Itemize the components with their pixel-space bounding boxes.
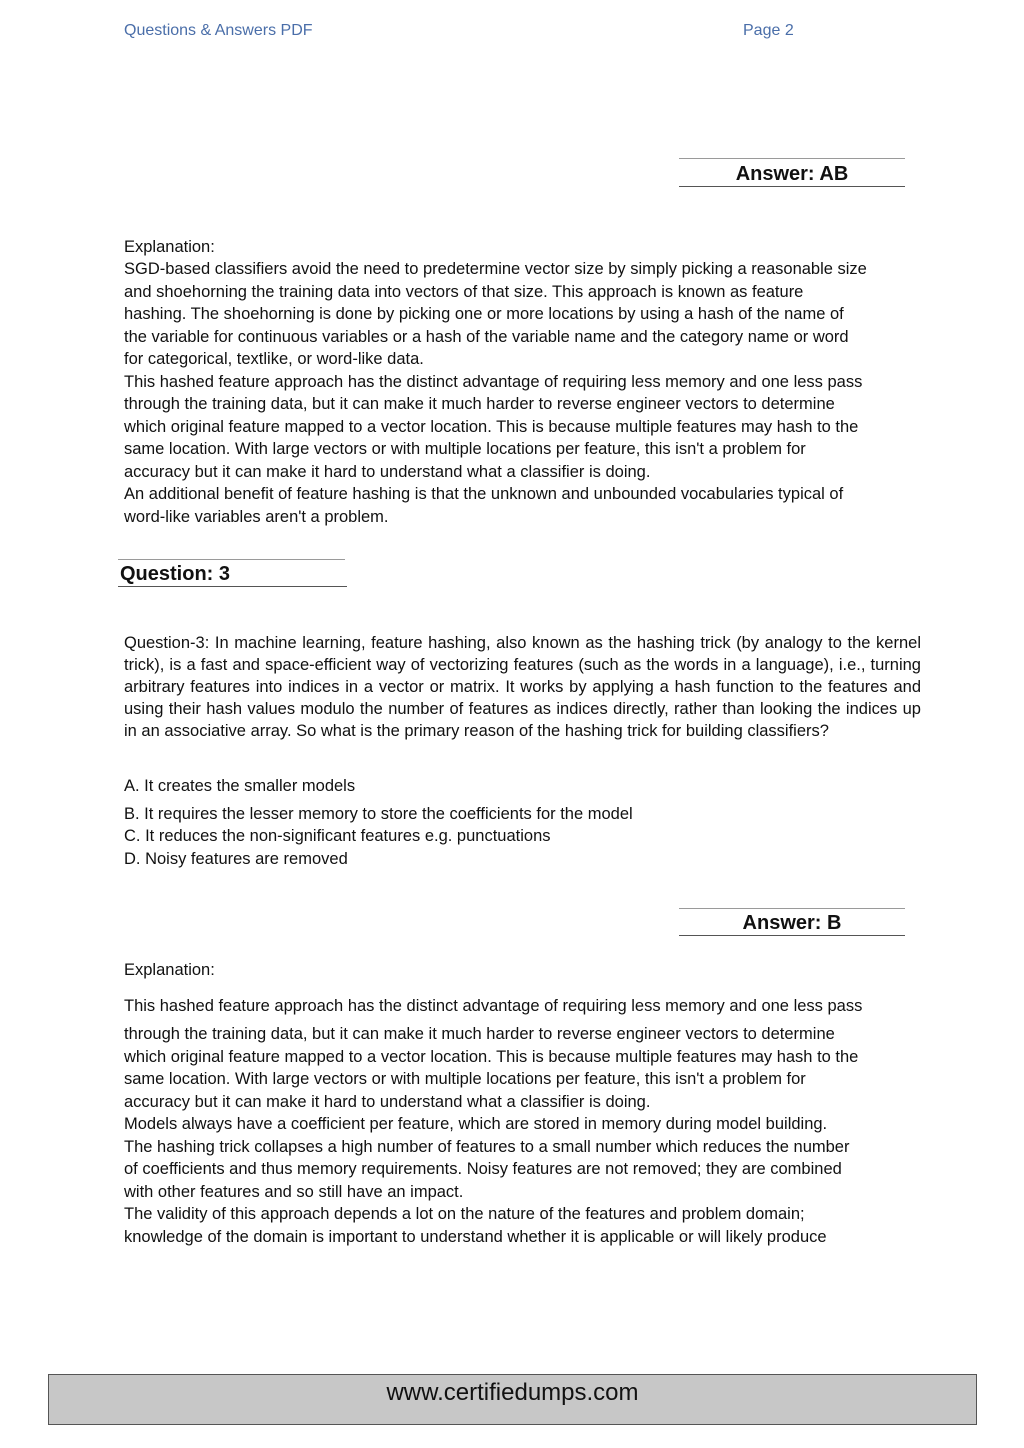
text-line: same location. With large vectors or with multiple locations per feature, this isn't a problem for <box>124 440 806 458</box>
question-text: Question-3: In machine learning, feature hashing, also known as the hashing trick (by analogy to the kernel trick), is a fast and space-efficient way of vectorizing features (such as the words in a language), i.e., turning arbitrary features into indices in a vector or matrix. It works by applying a hash function to the features and using their hash values modulo the number of features as indices directly, rather than looking the indices up in an associative array. So what is the primary reason of the hashing trick for building classifiers? <box>124 634 921 740</box>
text-line: This hashed feature approach has the distinct advantage of requiring less memory and one less pass <box>124 372 863 391</box>
answer-b: Answer: B <box>742 912 842 934</box>
page-number: Page 2 <box>743 22 794 39</box>
text-line: knowledge of the domain is important to understand whether it is applicable or will likely produce <box>124 1227 827 1246</box>
text-line: for categorical, textlike, or word-like data. <box>124 350 424 368</box>
header-title: Questions & Answers PDF <box>124 22 313 39</box>
answer-top-underline <box>679 186 905 187</box>
text-line: Models always have a coefficient per feature, which are stored in memory during model building. <box>124 1115 828 1133</box>
answer-ab: Answer: AB <box>735 163 849 185</box>
option-d: D. Noisy features are removed <box>124 850 348 868</box>
answer-bottom-rule <box>679 908 905 909</box>
text-line: The hashing trick collapses a high number of features to a small number which reduces the number <box>124 1137 850 1156</box>
explanation-bottom-first-line: This hashed feature approach has the distinct advantage of requiring less memory and one less pass <box>124 997 863 1015</box>
question-underline <box>118 586 347 587</box>
text-line: and shoehorning the training data into vectors of that size. This approach is known as feature <box>124 282 804 301</box>
text-line: hashing. The shoehorning is done by picking one or more locations by using a hash of the name of <box>124 305 844 323</box>
question-heading: Question: 3 <box>120 563 231 585</box>
footer-banner <box>48 1374 977 1425</box>
text-line: accuracy but it can make it hard to understand what a classifier is doing. <box>124 462 651 481</box>
option-c: C. It reduces the non-significant features e.g. punctuations <box>124 827 551 845</box>
text-line: the variable for continuous variables or a hash of the variable name and the category name or word <box>124 327 849 346</box>
text-line: same location. With large vectors or with multiple locations per feature, this isn't a problem for <box>124 1070 806 1088</box>
text-line: through the training data, but it can make it much harder to reverse engineer vectors to determine <box>124 1025 835 1043</box>
text-line: An additional benefit of feature hashing is that the unknown and unbounded vocabularies typical of <box>124 485 844 503</box>
option-b: B. It requires the lesser memory to store the coefficients for the model <box>124 805 633 823</box>
text-line: accuracy but it can make it hard to understand what a classifier is doing. <box>124 1092 651 1111</box>
footer-url[interactable]: www.certifiedumps.com <box>386 1379 639 1406</box>
question-top-rule <box>118 559 345 560</box>
text-line: The validity of this approach depends a lot on the nature of the features and problem domain; <box>124 1205 805 1223</box>
text-line: which original feature mapped to a vector location. This is because multiple features may hash to the <box>124 417 859 436</box>
answer-bottom-underline <box>679 935 905 936</box>
text-line: of coefficients and thus memory requirements. Noisy features are not removed; they are combined <box>124 1160 842 1178</box>
text-line: SGD-based classifiers avoid the need to predetermine vector size by simply picking a reasonable size <box>124 260 867 278</box>
text-line: which original feature mapped to a vector location. This is because multiple features may hash to the <box>124 1047 859 1066</box>
option-a: A. It creates the smaller models <box>124 777 356 795</box>
text-line: word-like variables aren't a problem. <box>124 507 389 526</box>
answer-top-rule <box>679 158 905 159</box>
explanation-label: Explanation: <box>124 238 215 256</box>
explanation-top-text <box>124 258 867 528</box>
explanation-bottom-text <box>124 1023 858 1248</box>
text-line: with other features and so still have an impact. <box>124 1182 464 1201</box>
text-line: through the training data, but it can make it much harder to reverse engineer vectors to determine <box>124 395 835 413</box>
explanation-label: Explanation: <box>124 961 215 979</box>
